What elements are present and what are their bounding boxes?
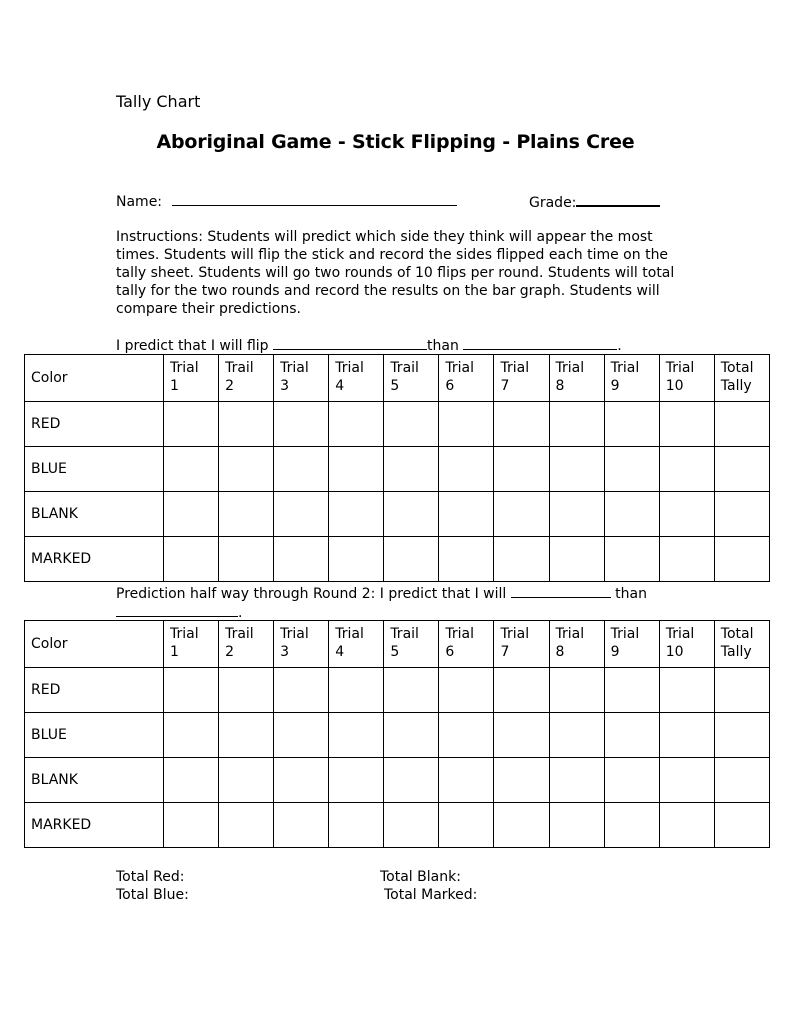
table-row	[25, 803, 770, 848]
tally-cell[interactable]	[604, 713, 659, 758]
tally-cell[interactable]	[384, 713, 439, 758]
tally-cell[interactable]	[329, 713, 384, 758]
column-header: Trial 10	[659, 621, 714, 668]
column-header: Trial 1	[164, 355, 219, 402]
prediction2-blank-1[interactable]	[511, 584, 611, 598]
tally-cell[interactable]	[384, 537, 439, 582]
tally-cell[interactable]	[274, 447, 329, 492]
column-header: Trial 8	[549, 621, 604, 668]
column-header: Trial 10	[659, 355, 714, 402]
column-header: Total Tally	[714, 355, 769, 402]
tally-cell[interactable]	[384, 758, 439, 803]
prediction2-blank-2[interactable]	[116, 603, 238, 617]
prediction2-middle: than	[610, 586, 647, 602]
total-blank-label: Total Blank:	[380, 869, 461, 885]
column-header-color: Color	[25, 621, 164, 668]
table-row	[25, 402, 770, 447]
tally-cell[interactable]	[219, 803, 274, 848]
tally-cell[interactable]	[164, 537, 219, 582]
tally-cell[interactable]	[164, 668, 219, 713]
column-header: Trial 9	[604, 355, 659, 402]
tally-cell[interactable]	[714, 713, 769, 758]
row-label: BLANK	[25, 492, 164, 537]
row-label: BLANK	[25, 758, 164, 803]
tally-cell[interactable]	[164, 402, 219, 447]
tally-cell[interactable]	[604, 803, 659, 848]
page-heading: Tally Chart	[116, 92, 201, 111]
tally-cell[interactable]	[164, 492, 219, 537]
tally-cell[interactable]	[329, 758, 384, 803]
column-header: Trial 3	[274, 355, 329, 402]
tally-cell[interactable]	[274, 492, 329, 537]
tally-cell[interactable]	[329, 537, 384, 582]
column-header: Trial 1	[164, 621, 219, 668]
grade-label: Grade:	[529, 195, 577, 211]
table-row	[25, 537, 770, 582]
column-header: Trial 6	[439, 355, 494, 402]
tally-cell[interactable]	[219, 447, 274, 492]
tally-cell[interactable]	[494, 447, 549, 492]
tally-cell[interactable]	[274, 402, 329, 447]
column-header: Trial 3	[274, 621, 329, 668]
column-header: Trial 6	[439, 621, 494, 668]
row-label: BLUE	[25, 713, 164, 758]
tally-cell[interactable]	[494, 402, 549, 447]
tally-cell[interactable]	[714, 758, 769, 803]
table2-header-row	[25, 621, 770, 668]
tally-cell[interactable]	[219, 402, 274, 447]
tally-cell[interactable]	[494, 668, 549, 713]
tally-cell[interactable]	[659, 402, 714, 447]
tally-cell[interactable]	[384, 492, 439, 537]
tally-cell[interactable]	[439, 803, 494, 848]
tally-cell[interactable]	[604, 402, 659, 447]
tally-cell[interactable]	[329, 492, 384, 537]
tally-cell[interactable]	[164, 803, 219, 848]
tally-table-round-2	[24, 620, 770, 848]
tally-cell[interactable]	[439, 758, 494, 803]
tally-cell[interactable]	[714, 402, 769, 447]
row-label: RED	[25, 402, 164, 447]
tally-cell[interactable]	[659, 803, 714, 848]
tally-cell[interactable]	[439, 402, 494, 447]
tally-cell[interactable]	[659, 758, 714, 803]
tally-cell[interactable]	[219, 713, 274, 758]
column-header: Trail 2	[219, 621, 274, 668]
tally-cell[interactable]	[604, 537, 659, 582]
tally-cell[interactable]	[384, 402, 439, 447]
tally-cell[interactable]	[219, 758, 274, 803]
column-header: Total Tally	[714, 621, 769, 668]
table-row	[25, 713, 770, 758]
tally-cell[interactable]	[549, 758, 604, 803]
table-row	[25, 758, 770, 803]
tally-cell[interactable]	[659, 713, 714, 758]
grade-row	[529, 192, 660, 211]
column-header: Trial 8	[549, 355, 604, 402]
total-blue-label: Total Blue:	[116, 887, 189, 903]
tally-cell[interactable]	[384, 803, 439, 848]
column-header-color: Color	[25, 355, 164, 402]
tally-cell[interactable]	[549, 668, 604, 713]
column-header: Trial 7	[494, 621, 549, 668]
tally-cell[interactable]	[219, 492, 274, 537]
column-header: Trial 4	[329, 355, 384, 402]
tally-cell[interactable]	[329, 803, 384, 848]
tally-cell[interactable]	[659, 668, 714, 713]
tally-cell[interactable]	[604, 668, 659, 713]
name-label: Name:	[116, 194, 163, 210]
tally-cell[interactable]	[164, 713, 219, 758]
row-label: BLUE	[25, 447, 164, 492]
tally-cell[interactable]	[274, 537, 329, 582]
total-marked-label: Total Marked:	[384, 887, 478, 903]
tally-cell[interactable]	[219, 537, 274, 582]
table-row	[25, 668, 770, 713]
name-blank[interactable]	[172, 192, 457, 206]
worksheet-title: Aboriginal Game - Stick Flipping - Plains Cree	[156, 131, 635, 153]
table-row	[25, 492, 770, 537]
tally-cell[interactable]	[549, 447, 604, 492]
row-label: MARKED	[25, 537, 164, 582]
tally-cell[interactable]	[714, 492, 769, 537]
tally-cell[interactable]	[659, 447, 714, 492]
tally-cell[interactable]	[274, 713, 329, 758]
prediction1-before: I predict that I will flip	[116, 338, 274, 354]
grade-blank[interactable]	[576, 192, 660, 207]
total-red-label: Total Red:	[116, 869, 185, 885]
column-header: Trial 7	[494, 355, 549, 402]
name-row	[116, 192, 457, 210]
tally-cell[interactable]	[219, 668, 274, 713]
tally-cell[interactable]	[439, 713, 494, 758]
table-row	[25, 447, 770, 492]
tally-cell[interactable]	[714, 803, 769, 848]
tally-cell[interactable]	[384, 668, 439, 713]
column-header: Trail 5	[384, 355, 439, 402]
tally-cell[interactable]	[494, 492, 549, 537]
tally-cell[interactable]	[329, 447, 384, 492]
prediction2-before: Prediction half way through Round 2: I predict that I will	[116, 586, 511, 602]
tally-cell[interactable]	[439, 668, 494, 713]
tally-cell[interactable]	[604, 492, 659, 537]
tally-cell[interactable]	[164, 758, 219, 803]
tally-table-round-1	[24, 354, 770, 582]
prediction1-middle: than	[427, 338, 464, 354]
prediction1-after: .	[617, 338, 622, 354]
tally-cell[interactable]	[549, 713, 604, 758]
table1-header-row	[25, 355, 770, 402]
tally-cell[interactable]	[274, 668, 329, 713]
prediction1-blank-1[interactable]	[273, 336, 427, 350]
column-header: Trial 4	[329, 621, 384, 668]
tally-cell[interactable]	[549, 492, 604, 537]
instructions: Instructions: Students will predict which side they think will appear the most times. Students will flip the stick and record the sides flipped each time on the tally sheet. Students will go two rounds of 10 flips per round. Students will total tally for the two rounds and record the results on the bar graph. Students will compare their predictions.	[116, 229, 675, 317]
tally-cell[interactable]	[604, 758, 659, 803]
tally-cell[interactable]	[714, 668, 769, 713]
tally-cell[interactable]	[604, 447, 659, 492]
tally-cell[interactable]	[714, 447, 769, 492]
tally-cell[interactable]	[494, 713, 549, 758]
tally-cell[interactable]	[274, 803, 329, 848]
tally-cell[interactable]	[714, 537, 769, 582]
column-header: Trail 2	[219, 355, 274, 402]
prediction2-after: .	[238, 605, 243, 621]
tally-cell[interactable]	[659, 492, 714, 537]
prediction-round-2	[116, 584, 676, 622]
tally-cell[interactable]	[439, 537, 494, 582]
tally-cell[interactable]	[549, 402, 604, 447]
tally-cell[interactable]	[549, 537, 604, 582]
row-label: MARKED	[25, 803, 164, 848]
tally-cell[interactable]	[494, 758, 549, 803]
tally-cell[interactable]	[439, 492, 494, 537]
column-header: Trail 5	[384, 621, 439, 668]
column-header: Trial 9	[604, 621, 659, 668]
row-label: RED	[25, 668, 164, 713]
tally-cell[interactable]	[329, 668, 384, 713]
tally-cell[interactable]	[439, 447, 494, 492]
tally-cell[interactable]	[329, 402, 384, 447]
tally-cell[interactable]	[659, 537, 714, 582]
tally-cell[interactable]	[549, 803, 604, 848]
prediction1-blank-2[interactable]	[463, 336, 617, 350]
tally-cell[interactable]	[164, 447, 219, 492]
tally-cell[interactable]	[494, 537, 549, 582]
prediction-round-1	[116, 336, 622, 354]
tally-cell[interactable]	[274, 758, 329, 803]
tally-cell[interactable]	[494, 803, 549, 848]
tally-cell[interactable]	[384, 447, 439, 492]
